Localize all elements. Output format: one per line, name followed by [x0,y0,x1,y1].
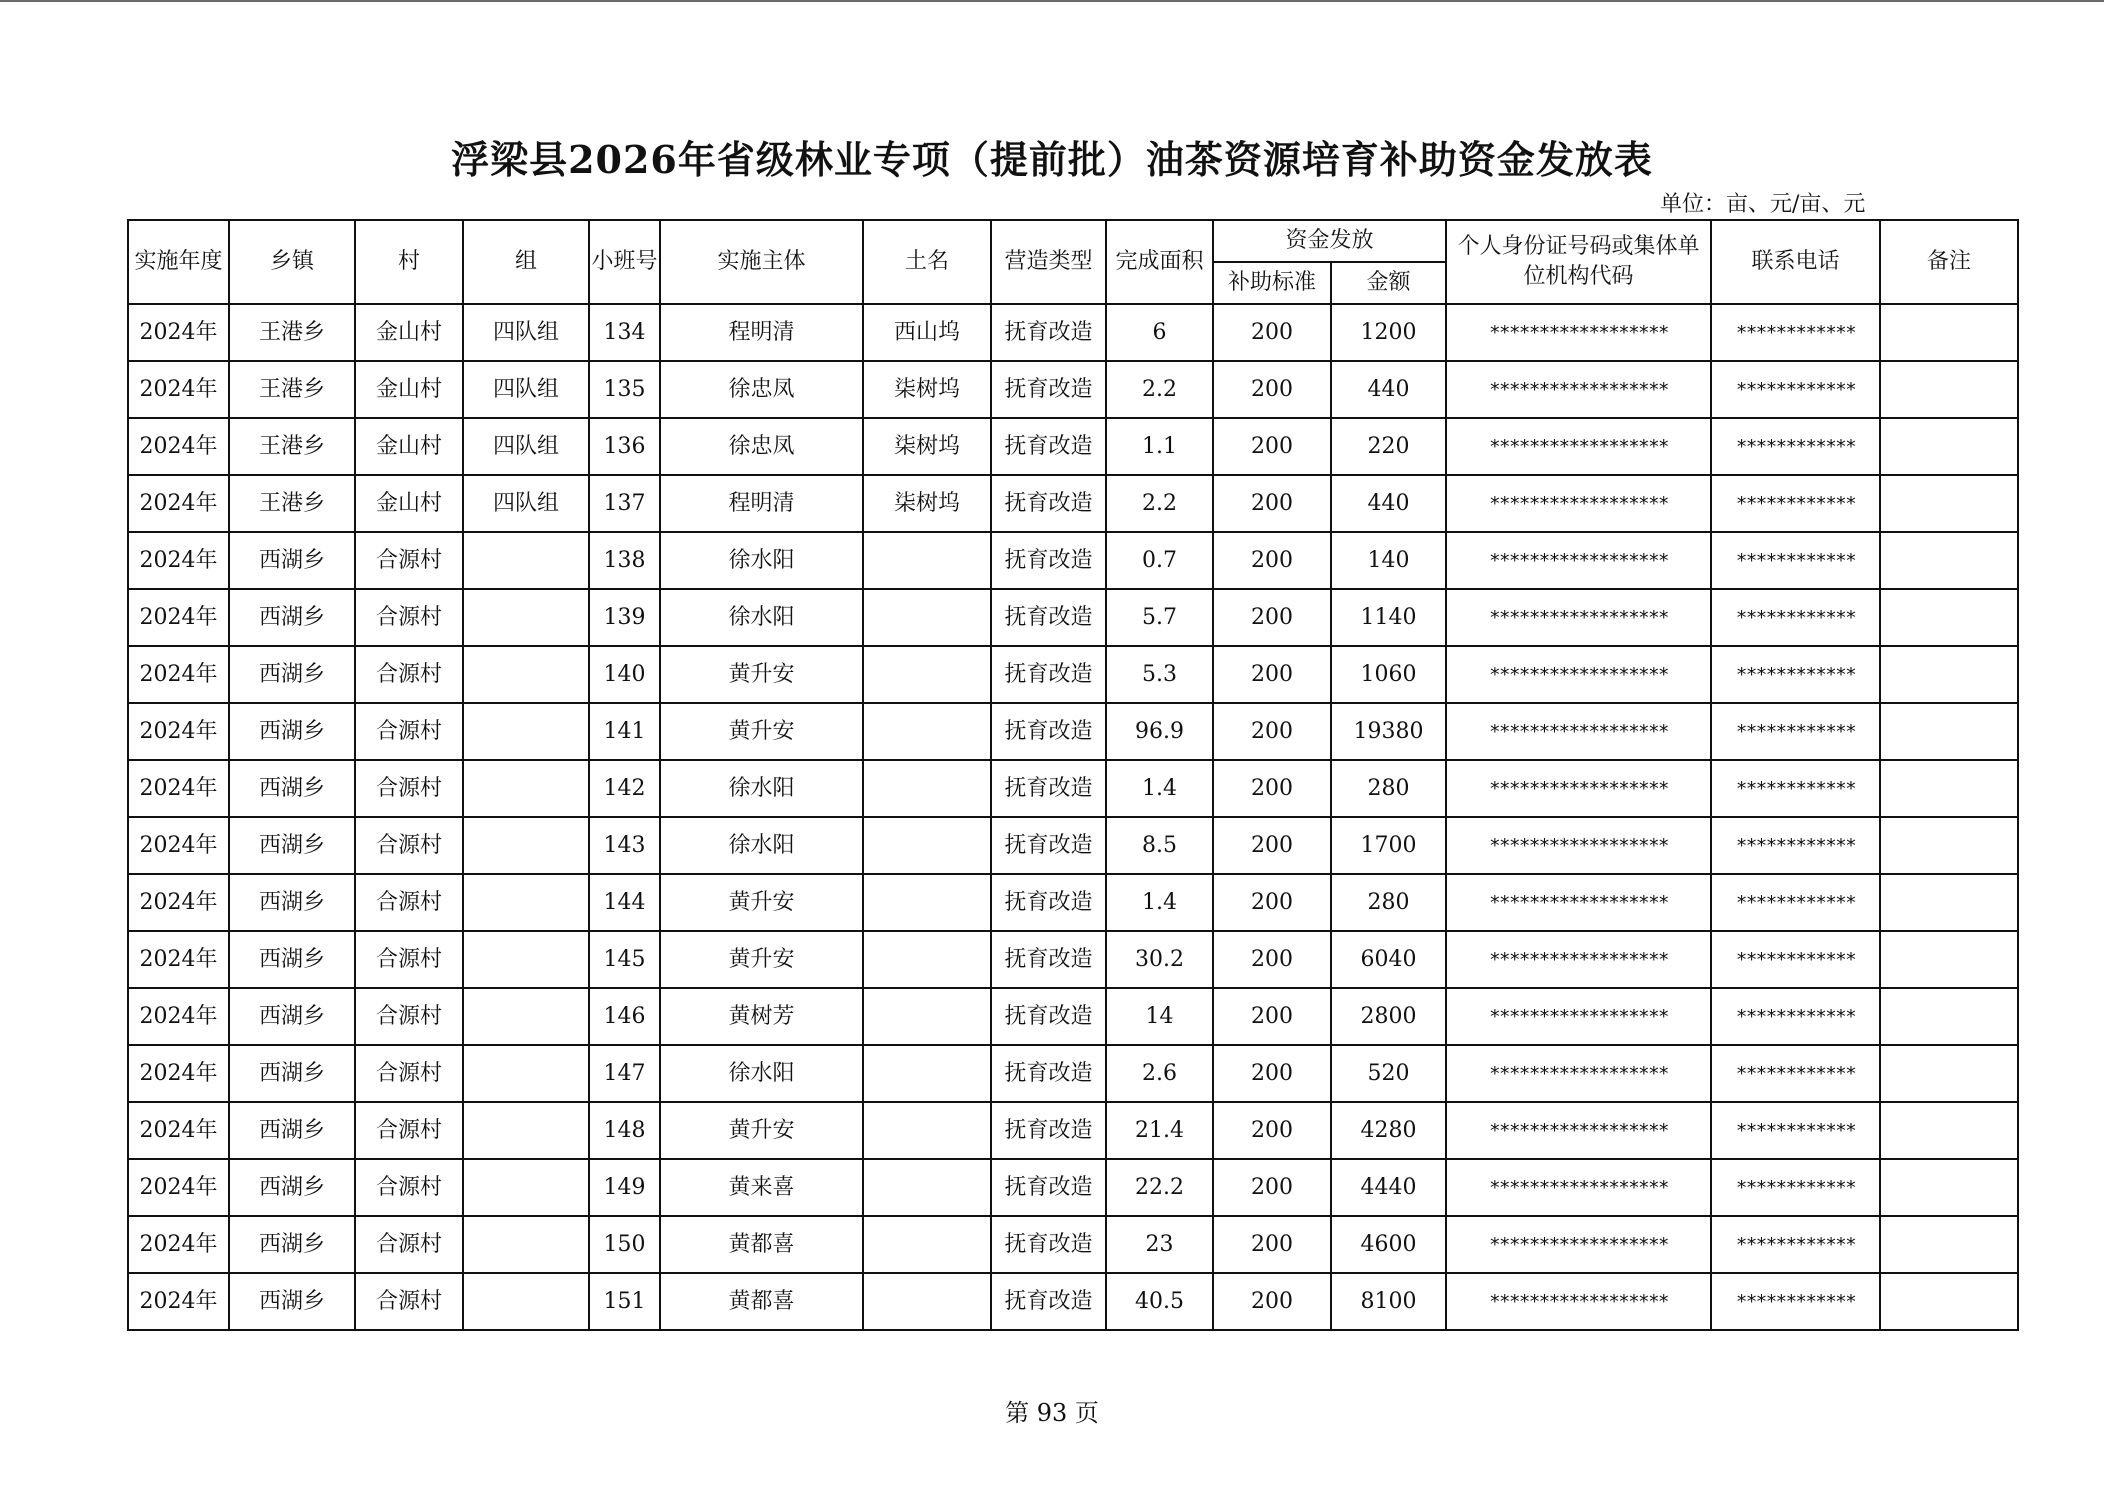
table-row [128,874,2018,931]
cell-year: 2024年 [128,589,229,646]
header-phone: 联系电话 [1711,220,1880,304]
cell-amount: 1200 [1331,304,1446,361]
cell-place-name [863,532,991,589]
cell-township: 西湖乡 [229,817,355,874]
cell-phone: ************ [1711,988,1880,1045]
cell-amount: 6040 [1331,931,1446,988]
cell-year: 2024年 [128,361,229,418]
cell-township: 西湖乡 [229,703,355,760]
cell-phone: ************ [1711,475,1880,532]
cell-township: 西湖乡 [229,1273,355,1330]
cell-place-name [863,1216,991,1273]
cell-area: 2.2 [1106,475,1213,532]
cell-entity: 黄升安 [660,874,863,931]
cell-plot-no: 146 [589,988,660,1045]
cell-plot-no: 151 [589,1273,660,1330]
cell-area: 30.2 [1106,931,1213,988]
cell-remark [1880,1216,2018,1273]
header-funding: 资金发放 [1213,220,1446,262]
cell-remark [1880,361,2018,418]
cell-standard: 200 [1213,760,1331,817]
cell-village: 合源村 [355,874,463,931]
cell-amount: 280 [1331,874,1446,931]
cell-remark [1880,646,2018,703]
cell-year: 2024年 [128,703,229,760]
table-row [128,1045,2018,1102]
cell-standard: 200 [1213,931,1331,988]
cell-township: 西湖乡 [229,1102,355,1159]
cell-phone: ************ [1711,418,1880,475]
cell-plot-no: 134 [589,304,660,361]
cell-plot-no: 147 [589,1045,660,1102]
cell-standard: 200 [1213,304,1331,361]
cell-place-name: 柒树坞 [863,418,991,475]
cell-amount: 2800 [1331,988,1446,1045]
cell-group [463,532,589,589]
cell-remark [1880,1045,2018,1102]
cell-place-name [863,646,991,703]
cell-place-name [863,1273,991,1330]
header-township: 乡镇 [229,220,355,304]
table-row [128,1216,2018,1273]
cell-remark [1880,418,2018,475]
cell-standard: 200 [1213,1045,1331,1102]
cell-township: 西湖乡 [229,1159,355,1216]
cell-area: 8.5 [1106,817,1213,874]
cell-township: 西湖乡 [229,1216,355,1273]
table-row [128,988,2018,1045]
cell-village: 金山村 [355,361,463,418]
header-village: 村 [355,220,463,304]
table-row [128,817,2018,874]
cell-phone: ************ [1711,1216,1880,1273]
cell-plot-no: 138 [589,532,660,589]
top-border-rule [0,0,2104,2]
cell-area: 14 [1106,988,1213,1045]
cell-type: 抚育改造 [991,874,1106,931]
cell-group [463,589,589,646]
cell-plot-no: 136 [589,418,660,475]
cell-year: 2024年 [128,475,229,532]
cell-place-name: 西山坞 [863,304,991,361]
cell-amount: 220 [1331,418,1446,475]
cell-township: 西湖乡 [229,532,355,589]
cell-entity: 黄都喜 [660,1273,863,1330]
cell-year: 2024年 [128,532,229,589]
cell-year: 2024年 [128,931,229,988]
cell-entity: 黄升安 [660,646,863,703]
cell-id-code: ****************** [1446,646,1711,703]
cell-township: 西湖乡 [229,646,355,703]
cell-township: 西湖乡 [229,874,355,931]
cell-entity: 黄都喜 [660,1216,863,1273]
cell-remark [1880,304,2018,361]
cell-id-code: ****************** [1446,874,1711,931]
cell-standard: 200 [1213,532,1331,589]
cell-place-name [863,988,991,1045]
cell-plot-no: 135 [589,361,660,418]
cell-place-name [863,1159,991,1216]
cell-plot-no: 137 [589,475,660,532]
cell-amount: 4440 [1331,1159,1446,1216]
cell-amount: 4600 [1331,1216,1446,1273]
cell-phone: ************ [1711,1045,1880,1102]
header-place-name: 土名 [863,220,991,304]
cell-id-code: ****************** [1446,760,1711,817]
cell-type: 抚育改造 [991,1159,1106,1216]
cell-id-code: ****************** [1446,1102,1711,1159]
cell-standard: 200 [1213,475,1331,532]
unit-note: 单位：亩、元/亩、元 [1660,192,1866,217]
cell-village: 合源村 [355,589,463,646]
cell-remark [1880,532,2018,589]
cell-township: 西湖乡 [229,760,355,817]
cell-village: 合源村 [355,760,463,817]
cell-township: 西湖乡 [229,589,355,646]
table-row [128,532,2018,589]
table-row [128,760,2018,817]
cell-group [463,817,589,874]
table-row [128,703,2018,760]
cell-township: 王港乡 [229,361,355,418]
table-row [128,1273,2018,1330]
cell-standard: 200 [1213,1273,1331,1330]
cell-type: 抚育改造 [991,418,1106,475]
cell-amount: 8100 [1331,1273,1446,1330]
header-area: 完成面积 [1106,220,1213,304]
table-row [128,361,2018,418]
cell-amount: 140 [1331,532,1446,589]
table-row [128,931,2018,988]
cell-plot-no: 142 [589,760,660,817]
cell-phone: ************ [1711,874,1880,931]
cell-entity: 黄升安 [660,931,863,988]
cell-entity: 徐水阳 [660,532,863,589]
cell-standard: 200 [1213,817,1331,874]
cell-entity: 徐忠凤 [660,361,863,418]
cell-village: 合源村 [355,1159,463,1216]
cell-entity: 黄来喜 [660,1159,863,1216]
cell-standard: 200 [1213,1159,1331,1216]
cell-phone: ************ [1711,646,1880,703]
cell-entity: 黄升安 [660,703,863,760]
cell-phone: ************ [1711,1102,1880,1159]
cell-id-code: ****************** [1446,703,1711,760]
table-row [128,1159,2018,1216]
cell-remark [1880,874,2018,931]
cell-standard: 200 [1213,361,1331,418]
cell-group [463,931,589,988]
cell-area: 2.2 [1106,361,1213,418]
cell-type: 抚育改造 [991,931,1106,988]
cell-remark [1880,1102,2018,1159]
cell-type: 抚育改造 [991,1216,1106,1273]
cell-remark [1880,1159,2018,1216]
cell-type: 抚育改造 [991,532,1106,589]
cell-type: 抚育改造 [991,1273,1106,1330]
cell-id-code: ****************** [1446,589,1711,646]
cell-type: 抚育改造 [991,988,1106,1045]
cell-area: 5.3 [1106,646,1213,703]
cell-group: 四队组 [463,475,589,532]
cell-plot-no: 139 [589,589,660,646]
cell-type: 抚育改造 [991,703,1106,760]
cell-area: 22.2 [1106,1159,1213,1216]
cell-id-code: ****************** [1446,475,1711,532]
cell-village: 合源村 [355,1102,463,1159]
cell-area: 96.9 [1106,703,1213,760]
cell-township: 西湖乡 [229,988,355,1045]
cell-type: 抚育改造 [991,760,1106,817]
cell-year: 2024年 [128,874,229,931]
cell-remark [1880,760,2018,817]
cell-plot-no: 148 [589,1102,660,1159]
cell-entity: 徐水阳 [660,817,863,874]
header-type: 营造类型 [991,220,1106,304]
cell-township: 王港乡 [229,475,355,532]
cell-standard: 200 [1213,418,1331,475]
cell-type: 抚育改造 [991,817,1106,874]
document-title: 浮梁县2026年省级林业专项（提前批）油茶资源培育补助资金发放表 [451,137,1653,182]
cell-village: 合源村 [355,1045,463,1102]
cell-standard: 200 [1213,988,1331,1045]
cell-entity: 黄升安 [660,1102,863,1159]
cell-id-code: ****************** [1446,418,1711,475]
cell-year: 2024年 [128,304,229,361]
cell-amount: 440 [1331,475,1446,532]
subsidy-table [127,219,2019,1331]
cell-township: 西湖乡 [229,1045,355,1102]
cell-amount: 4280 [1331,1102,1446,1159]
cell-village: 金山村 [355,475,463,532]
cell-remark [1880,931,2018,988]
cell-remark [1880,703,2018,760]
cell-type: 抚育改造 [991,646,1106,703]
cell-id-code: ****************** [1446,1045,1711,1102]
table-row [128,646,2018,703]
cell-standard: 200 [1213,874,1331,931]
cell-remark [1880,475,2018,532]
cell-year: 2024年 [128,988,229,1045]
cell-phone: ************ [1711,589,1880,646]
cell-plot-no: 140 [589,646,660,703]
cell-phone: ************ [1711,304,1880,361]
cell-phone: ************ [1711,760,1880,817]
cell-amount: 1140 [1331,589,1446,646]
cell-type: 抚育改造 [991,589,1106,646]
table-row [128,304,2018,361]
cell-id-code: ****************** [1446,1273,1711,1330]
cell-place-name [863,931,991,988]
cell-year: 2024年 [128,1159,229,1216]
cell-id-code: ****************** [1446,361,1711,418]
cell-area: 1.4 [1106,760,1213,817]
cell-entity: 程明清 [660,304,863,361]
cell-type: 抚育改造 [991,475,1106,532]
table-header [128,220,2018,304]
cell-phone: ************ [1711,361,1880,418]
cell-plot-no: 143 [589,817,660,874]
cell-place-name [863,703,991,760]
cell-type: 抚育改造 [991,361,1106,418]
cell-amount: 1700 [1331,817,1446,874]
cell-amount: 280 [1331,760,1446,817]
header-remark: 备注 [1880,220,2018,304]
cell-group [463,703,589,760]
table-row [128,589,2018,646]
cell-entity: 徐水阳 [660,589,863,646]
page-number: 第 93 页 [1005,1399,1099,1427]
table-row [128,1102,2018,1159]
cell-type: 抚育改造 [991,1045,1106,1102]
cell-id-code: ****************** [1446,1216,1711,1273]
cell-group [463,1216,589,1273]
cell-plot-no: 141 [589,703,660,760]
cell-amount: 19380 [1331,703,1446,760]
cell-place-name [863,1102,991,1159]
cell-place-name [863,1045,991,1102]
cell-group: 四队组 [463,361,589,418]
cell-village: 金山村 [355,304,463,361]
cell-phone: ************ [1711,817,1880,874]
cell-area: 0.7 [1106,532,1213,589]
cell-place-name [863,817,991,874]
cell-phone: ************ [1711,1273,1880,1330]
cell-area: 5.7 [1106,589,1213,646]
cell-remark [1880,589,2018,646]
header-amount: 金额 [1331,262,1446,304]
cell-township: 西湖乡 [229,931,355,988]
cell-area: 1.1 [1106,418,1213,475]
cell-standard: 200 [1213,1216,1331,1273]
cell-group [463,1159,589,1216]
cell-group [463,1045,589,1102]
table-body [128,304,2018,1330]
cell-place-name [863,874,991,931]
cell-group [463,1273,589,1330]
cell-village: 合源村 [355,532,463,589]
cell-plot-no: 145 [589,931,660,988]
table-row [128,418,2018,475]
cell-id-code: ****************** [1446,988,1711,1045]
cell-entity: 徐水阳 [660,760,863,817]
cell-village: 合源村 [355,931,463,988]
header-group: 组 [463,220,589,304]
cell-id-code: ****************** [1446,304,1711,361]
cell-township: 王港乡 [229,418,355,475]
cell-plot-no: 150 [589,1216,660,1273]
cell-plot-no: 144 [589,874,660,931]
cell-area: 1.4 [1106,874,1213,931]
cell-amount: 520 [1331,1045,1446,1102]
cell-area: 6 [1106,304,1213,361]
header-standard: 补助标准 [1213,262,1331,304]
cell-year: 2024年 [128,646,229,703]
cell-year: 2024年 [128,1216,229,1273]
cell-entity: 徐忠凤 [660,418,863,475]
cell-place-name [863,760,991,817]
cell-plot-no: 149 [589,1159,660,1216]
cell-id-code: ****************** [1446,1159,1711,1216]
cell-group [463,760,589,817]
cell-standard: 200 [1213,589,1331,646]
header-id-code: 个人身份证号码或集体单位机构代码 [1446,220,1711,304]
cell-year: 2024年 [128,1045,229,1102]
cell-phone: ************ [1711,931,1880,988]
cell-place-name: 柒树坞 [863,361,991,418]
table-row [128,475,2018,532]
cell-standard: 200 [1213,646,1331,703]
cell-type: 抚育改造 [991,1102,1106,1159]
cell-entity: 程明清 [660,475,863,532]
cell-entity: 徐水阳 [660,1045,863,1102]
cell-phone: ************ [1711,1159,1880,1216]
cell-township: 王港乡 [229,304,355,361]
cell-area: 40.5 [1106,1273,1213,1330]
cell-phone: ************ [1711,703,1880,760]
cell-place-name: 柒树坞 [863,475,991,532]
cell-remark [1880,1273,2018,1330]
cell-id-code: ****************** [1446,817,1711,874]
cell-area: 21.4 [1106,1102,1213,1159]
cell-remark [1880,988,2018,1045]
header-plot-no: 小班号 [589,220,660,304]
cell-year: 2024年 [128,760,229,817]
cell-standard: 200 [1213,703,1331,760]
cell-phone: ************ [1711,532,1880,589]
header-entity: 实施主体 [660,220,863,304]
cell-remark [1880,817,2018,874]
cell-area: 23 [1106,1216,1213,1273]
cell-id-code: ****************** [1446,532,1711,589]
cell-village: 合源村 [355,817,463,874]
cell-group: 四队组 [463,304,589,361]
cell-type: 抚育改造 [991,304,1106,361]
cell-place-name [863,589,991,646]
cell-group: 四队组 [463,418,589,475]
cell-group [463,988,589,1045]
cell-area: 2.6 [1106,1045,1213,1102]
cell-group [463,874,589,931]
cell-standard: 200 [1213,1102,1331,1159]
cell-year: 2024年 [128,418,229,475]
cell-amount: 1060 [1331,646,1446,703]
cell-year: 2024年 [128,817,229,874]
cell-entity: 黄树芳 [660,988,863,1045]
cell-village: 合源村 [355,1216,463,1273]
cell-year: 2024年 [128,1273,229,1330]
cell-village: 合源村 [355,646,463,703]
header-year: 实施年度 [128,220,229,304]
cell-village: 合源村 [355,703,463,760]
cell-group [463,1102,589,1159]
cell-amount: 440 [1331,361,1446,418]
cell-village: 合源村 [355,1273,463,1330]
cell-year: 2024年 [128,1102,229,1159]
cell-group [463,646,589,703]
cell-village: 合源村 [355,988,463,1045]
cell-village: 金山村 [355,418,463,475]
cell-id-code: ****************** [1446,931,1711,988]
